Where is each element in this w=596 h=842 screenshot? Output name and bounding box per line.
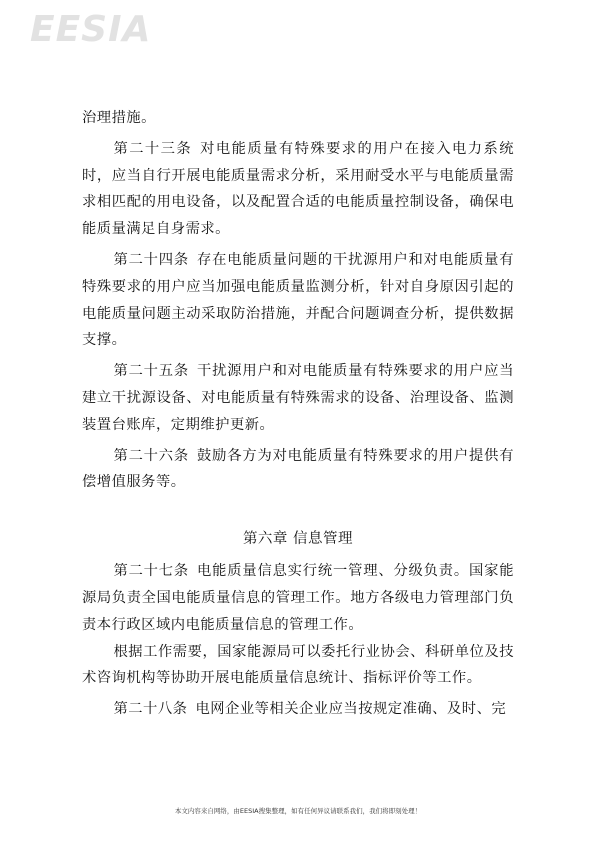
- paragraph-continuation: [82, 105, 514, 132]
- document-body: [82, 105, 514, 723]
- paragraph-plain: [82, 639, 514, 693]
- chapter-heading: 第六章 信息管理: [242, 531, 354, 548]
- article-number: 第二十四条: [113, 251, 190, 268]
- article-number: 第二十八条: [113, 701, 188, 718]
- eesia-watermark-logo: EESIA: [30, 9, 152, 50]
- article-text: 鼓励各方为对电能质量有特殊要求的用户提供有偿增值服务等。: [82, 447, 515, 491]
- article-text: 电网企业等相关企业应当按规定准确、及时、完: [195, 701, 507, 718]
- article-24: [82, 247, 514, 354]
- article-text: 对电能质量有特殊要求的用户在接入电力系统时，应当自行开展电能质量需求分析，采用耐受水平与电能质量需求相匹配的用电设备，以及配置合适的电能质量控制设备，确保电能质量满足自身需求。: [82, 140, 515, 238]
- article-23: [82, 136, 514, 243]
- paragraph-text: 根据工作需要，国家能源局可以委托行业协会、科研单位及技术咨询机构等协助开展电能质量信息统计、指标评价等工作。: [82, 643, 514, 687]
- footer-disclaimer: 本文内容来自网络，由EESIA搜集整理，如有任何异议请联系我们，我们将即刻处理！: [174, 807, 422, 815]
- article-text: 干扰源用户和对电能质量有特殊要求的用户应当建立干扰源设备、对电能质量有特殊需求的设备、治理设备、监测装置台账库，定期维护更新。: [82, 363, 515, 433]
- article-27: [82, 558, 514, 638]
- article-number: 第二十六条: [113, 447, 190, 464]
- article-number: 第二十七条: [113, 563, 190, 580]
- article-text: 电能质量信息实行统一管理、分级负责。国家能源局负责全国电能质量信息的管理工作。地方各级电力管理部门负责本行政区域内电能质量信息的管理工作。: [82, 563, 515, 633]
- article-number: 第二十三条: [113, 140, 193, 157]
- article-26: [82, 443, 514, 497]
- article-number: 第二十五条: [113, 363, 190, 380]
- article-25: [82, 358, 514, 438]
- article-28: [82, 696, 514, 723]
- paragraph-text: 治理措施。: [82, 110, 156, 126]
- article-text: 存在电能质量问题的干扰源用户和对电能质量有特殊要求的用户应当加强电能质量监测分析，针对自身原因引起的电能质量问题主动采取防治措施，并配合问题调查分析，提供数据支撑。: [82, 251, 515, 349]
